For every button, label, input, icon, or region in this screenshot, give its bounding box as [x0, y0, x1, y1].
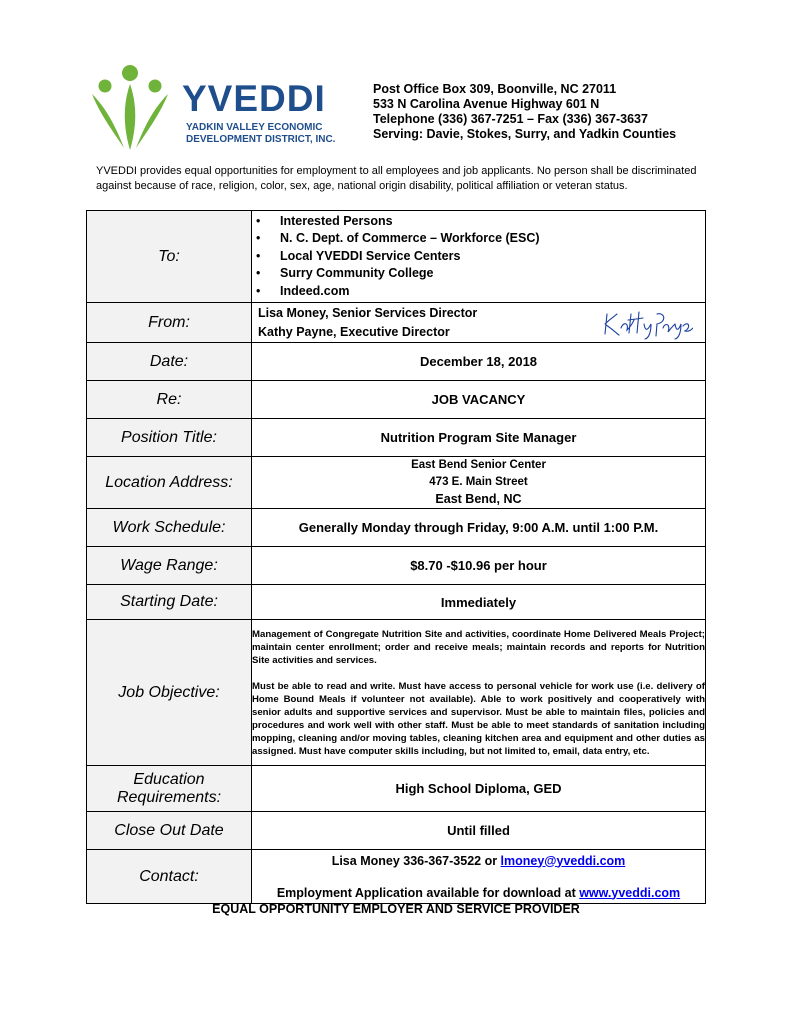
- list-item: • Surry Community College: [256, 266, 434, 281]
- list-item: • Indeed.com: [256, 283, 350, 298]
- location-label: Location Address:: [87, 457, 252, 509]
- email-link[interactable]: lmoney@yveddi.com: [500, 853, 626, 868]
- phone-fax-line: Telephone (336) 367-7251 – Fax (336) 367-3637: [373, 112, 648, 126]
- address-line: 533 N Carolina Avenue Highway 601 N: [373, 97, 600, 111]
- close-out-label: Close Out Date: [87, 812, 252, 850]
- location-name: East Bend Senior Center: [411, 459, 546, 472]
- equal-opportunity-footer: EQUAL OPPORTUNITY EMPLOYER AND SERVICE PROVIDER: [212, 902, 580, 916]
- objective-paragraph: Management of Congregate Nutrition Site and activities, coordinate Home Delivered Meals Project; maintain center enrollment; order and receive meals; maintain records and reports for Nutrition Site activities and services.: [252, 628, 705, 666]
- wage-range-value: $8.70 -$10.96 per hour: [252, 547, 706, 585]
- letterhead: [0, 0, 791, 150]
- contact-row: [87, 850, 706, 904]
- education-value: High School Diploma, GED: [252, 766, 706, 812]
- from-sender: Kathy Payne, Executive Director: [258, 324, 450, 339]
- wage-range-label: Wage Range:: [87, 547, 252, 585]
- from-sender: Lisa Money, Senior Services Director: [258, 305, 478, 320]
- location-street: 473 E. Main Street: [429, 476, 528, 489]
- to-label: To:: [87, 211, 252, 303]
- contact-line: Lisa Money 336-367-3522 or lmoney@yveddi.com: [331, 853, 626, 868]
- from-row: [87, 303, 706, 343]
- date-value: December 18, 2018: [252, 343, 706, 381]
- objective-row: [87, 620, 706, 766]
- education-label: Education Requirements:: [87, 766, 252, 812]
- logo-wordmark: YVEDDI: [182, 78, 326, 119]
- subject-value: JOB VACANCY: [252, 381, 706, 419]
- logo-subtitle: YADKIN VALLEY ECONOMIC DEVELOPMENT DISTRICT, INC.: [186, 122, 336, 145]
- close-out-value: Until filled: [252, 812, 706, 850]
- handwritten-signature: [601, 306, 693, 340]
- schedule-row: [87, 509, 706, 547]
- date-label: Date:: [87, 343, 252, 381]
- position-title-value: Nutrition Program Site Manager: [252, 419, 706, 457]
- re-row: [87, 381, 706, 419]
- list-item: • N. C. Dept. of Commerce – Workforce (ESC): [256, 231, 540, 246]
- contact-label: Contact:: [87, 850, 252, 904]
- education-row: [87, 766, 706, 812]
- position-title-label: Position Title:: [87, 419, 252, 457]
- yveddi-logo: [90, 64, 336, 154]
- list-item: • Local YVEDDI Service Centers: [256, 248, 461, 263]
- address-line: Post Office Box 309, Boonville, NC 27011: [373, 82, 617, 96]
- people-figures-logo-icon: [90, 64, 170, 152]
- job-objective-text: [252, 620, 706, 766]
- to-row: [87, 211, 706, 303]
- objective-paragraph: Must be able to read and write. Must have access to personal vehicle for work use (i.e. delivery of Home Bound Meals if volunteer not available). Able to work positively and cooperatively with senior adults and supportive services and supervisor. Must be able to maintain files, policies and procedures and work well with other staff. Must be able to meet standards of sanitation including mopping, cleaning and/or moving tables, cleaning kitchen area and equipment and other duties as assigned. Must have computer skills including, but not limited to, email, data entry, etc.: [252, 680, 705, 757]
- location-row: [87, 457, 706, 509]
- organization-address: [373, 82, 676, 142]
- starting-date-label: Starting Date:: [87, 585, 252, 620]
- recipient-list: [252, 211, 705, 302]
- close-out-row: [87, 812, 706, 850]
- wage-row: [87, 547, 706, 585]
- date-row: [87, 343, 706, 381]
- work-schedule-value: Generally Monday through Friday, 9:00 A.M. until 1:00 P.M.: [252, 509, 706, 547]
- application-line: Employment Application available for download at www.yveddi.com: [276, 885, 681, 900]
- job-objective-label: Job Objective:: [87, 620, 252, 766]
- service-area-line: Serving: Davie, Stokes, Surry, and Yadkin Counties: [373, 127, 677, 141]
- re-label: Re:: [87, 381, 252, 419]
- equal-opportunity-statement: YVEDDI provides equal opportunities for employment to all employees and job applicants. No person shall be discriminated against because of race, religion, color, sex, age, national origin disability, political affiliation or veteran status.: [96, 165, 697, 192]
- starting-date-value: Immediately: [252, 585, 706, 620]
- job-vacancy-table: [86, 210, 706, 904]
- starting-date-row: [87, 585, 706, 620]
- position-row: [87, 419, 706, 457]
- list-item: • Interested Persons: [256, 214, 393, 228]
- location-city: East Bend, NC: [435, 492, 522, 507]
- website-link[interactable]: www.yveddi.com: [579, 885, 681, 900]
- from-label: From:: [87, 303, 252, 343]
- work-schedule-label: Work Schedule:: [87, 509, 252, 547]
